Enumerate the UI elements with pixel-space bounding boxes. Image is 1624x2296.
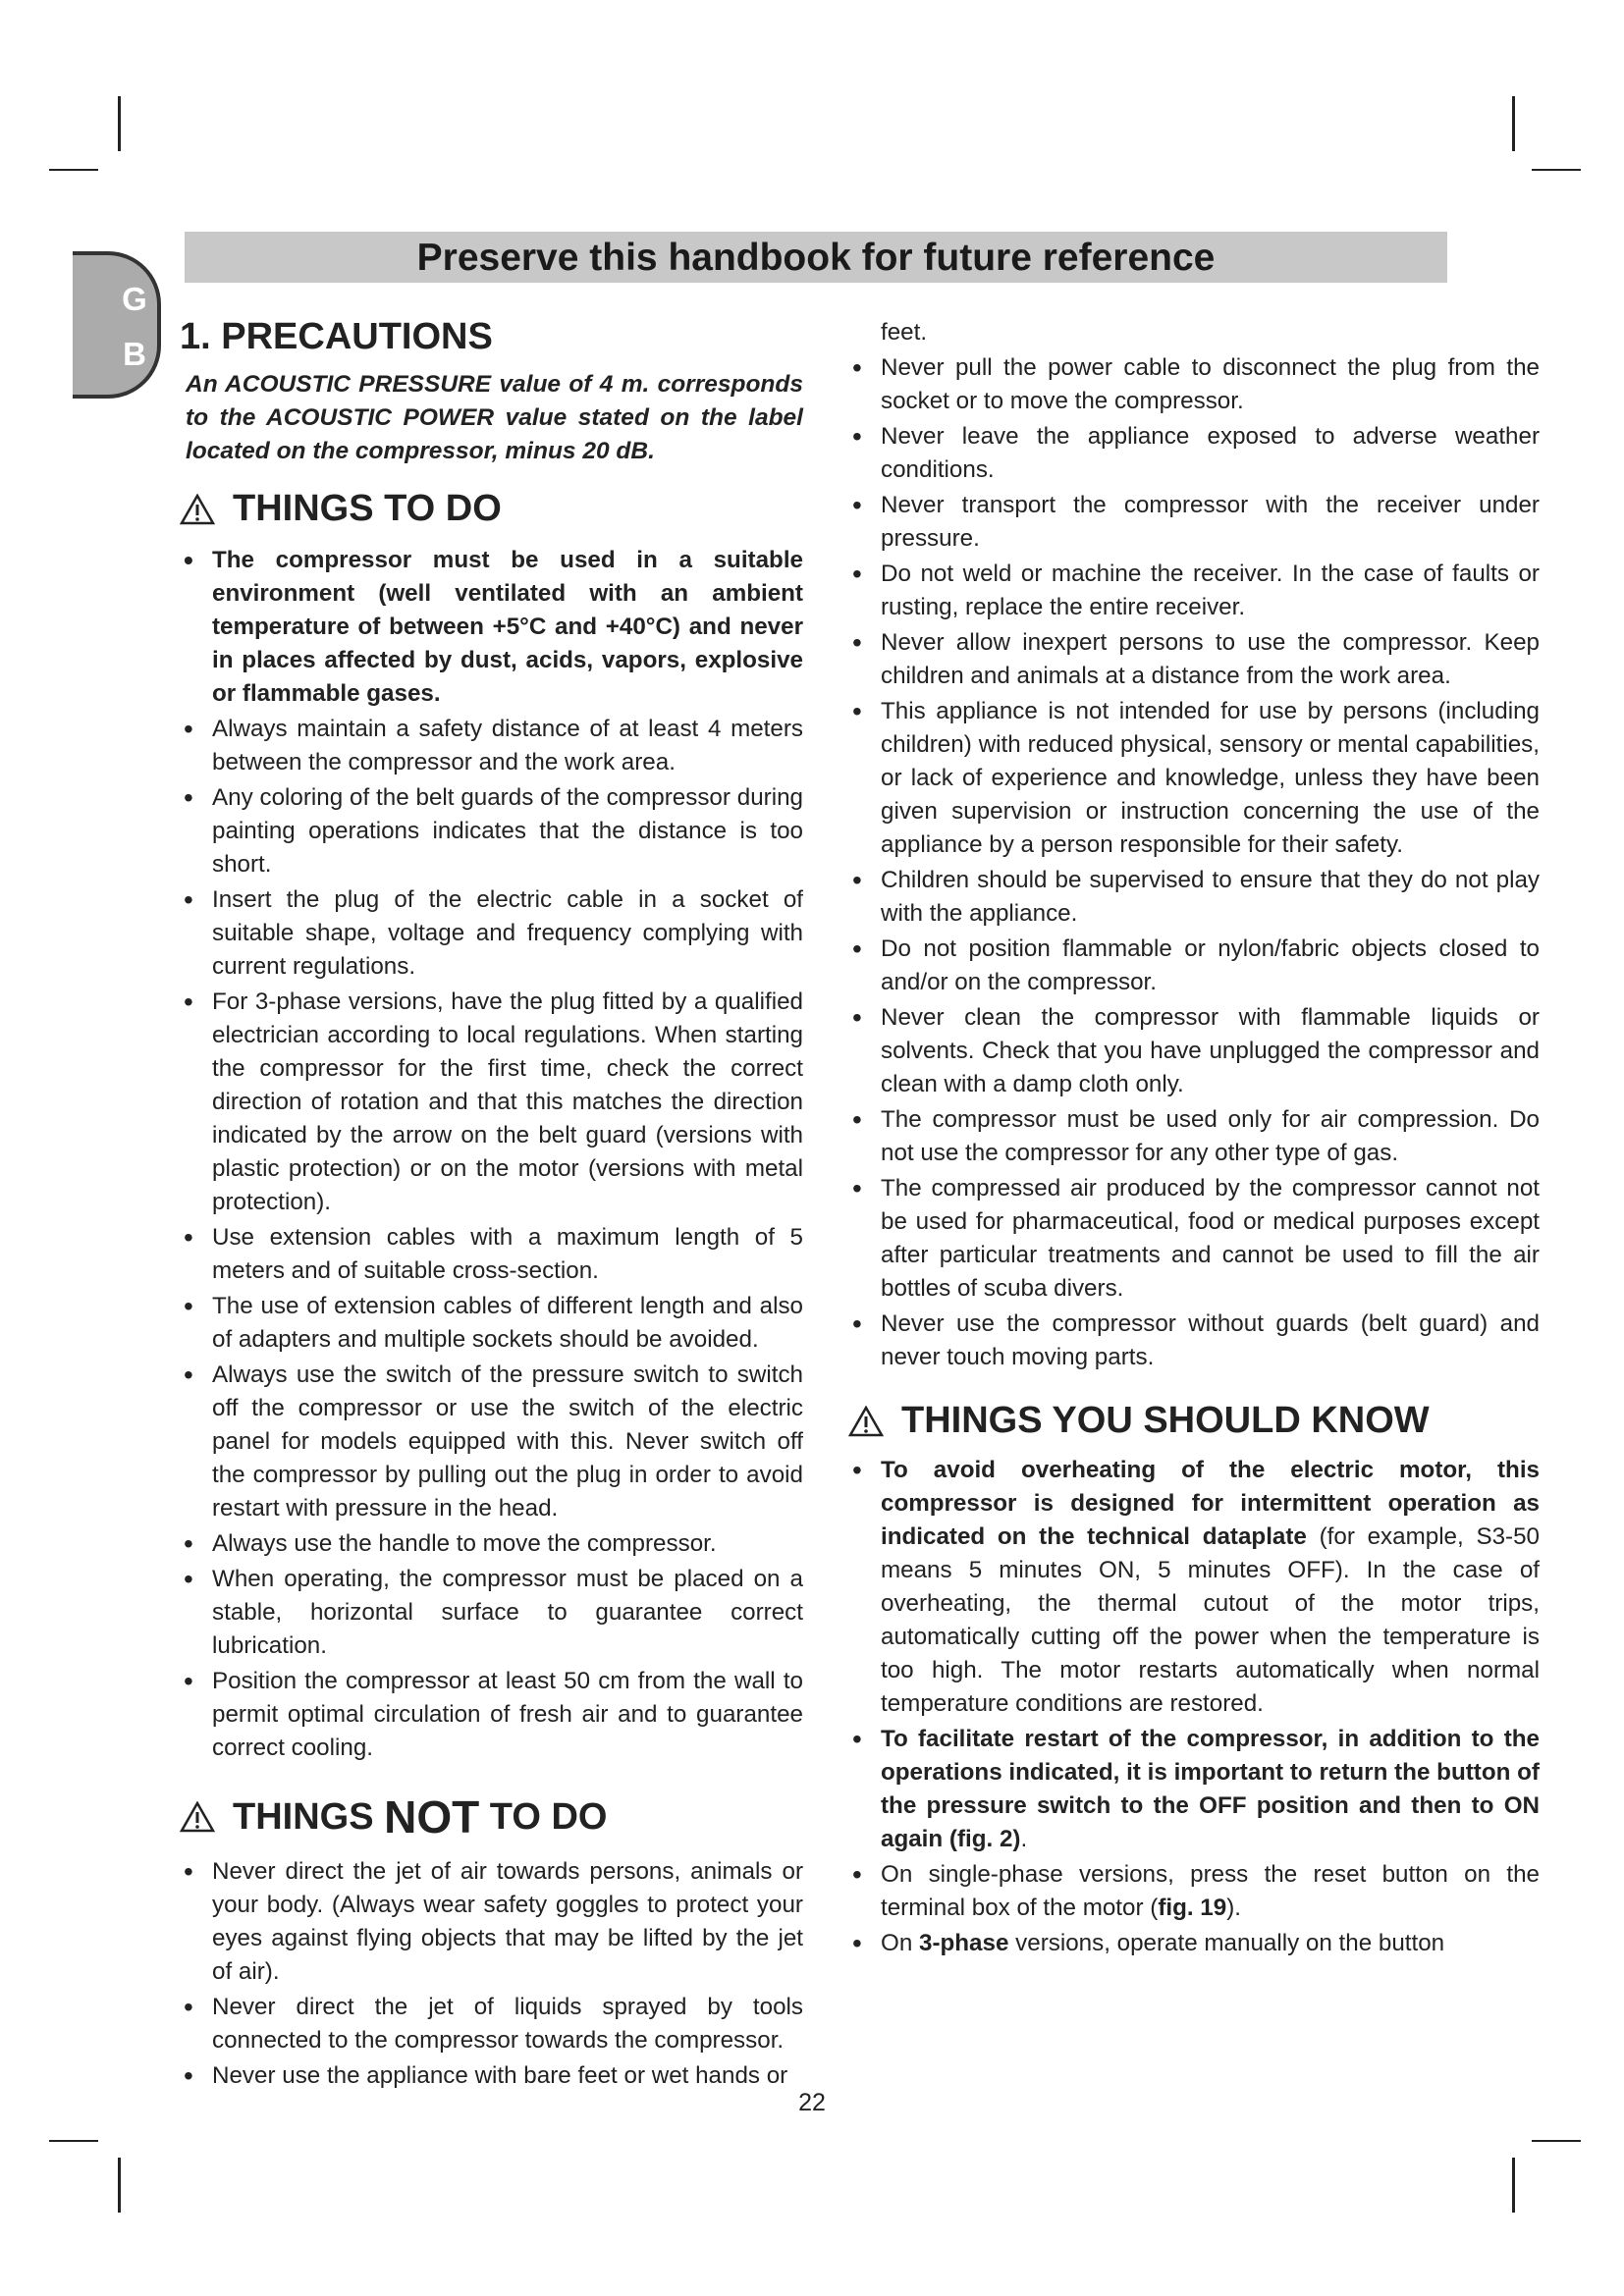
heading-label-c: TO DO bbox=[489, 1795, 608, 1838]
list-item: • Never use the appliance with bare feet or wet hands or bbox=[180, 2059, 803, 2093]
things-you-should-know-list bbox=[848, 1454, 1540, 1960]
list-item: • For 3-phase versions, have the plug fitted by a qualified electrician according to local regulations. When starting the compressor for the first time, check the correct direction of rotation and that this matches the direction indicated by the arrow on the belt guard (versions with plastic protection) or on the motor (versions with metal protection). bbox=[180, 986, 803, 1219]
list-item: • Do not weld or machine the receiver. In the case of faults or rusting, replace the entire receiver. bbox=[848, 558, 1540, 624]
things-to-do-list bbox=[180, 544, 803, 1765]
right-column bbox=[848, 316, 1540, 1962]
crop-mark bbox=[118, 2158, 121, 2213]
bold-text: 3-phase bbox=[919, 1930, 1009, 1956]
regular-text: On single-phase versions, press the reset button on the terminal box of the motor ( bbox=[881, 1861, 1540, 1921]
regular-text: On bbox=[881, 1930, 919, 1956]
list-item: • Never clean the compressor with flammable liquids or solvents. Check that you have unplugged the compressor and clean with a damp cloth only. bbox=[848, 1001, 1540, 1101]
list-item: • This appliance is not intended for use by persons (including children) with reduced physical, sensory or mental capabilities, or lack of experience and knowledge, unless they have been given supervision or instruction concerning the use of the appliance by a person responsible for their safety. bbox=[848, 695, 1540, 862]
regular-text: (for example, S3-50 means 5 minutes ON, 5 minutes OFF). In the case of overheating, the thermal cutout of the motor trips, automatically cutting off the power when the temperature is too high. The motor restarts automatically when normal temperature conditions are restored. bbox=[881, 1523, 1540, 1717]
bold-text: To facilitate restart of the compressor, in addition to the operations indicated, it is important to return the button of the pressure switch to the OFF position and then to ON again (fig. 2) bbox=[881, 1726, 1540, 1852]
heading-label-a: THINGS bbox=[233, 1795, 374, 1838]
section-title-precautions: 1. PRECAUTIONS bbox=[180, 316, 493, 357]
bold-text: To avoid overheating of the electric motor, this compressor is designed for intermittent operation as indicated on the technical dataplate bbox=[881, 1457, 1540, 1550]
list-item bbox=[848, 1723, 1540, 1856]
warning-triangle-icon bbox=[848, 1406, 884, 1437]
things-not-to-do-list bbox=[180, 1855, 803, 2093]
list-item: • Never transport the compressor with the receiver under pressure. bbox=[848, 489, 1540, 556]
language-tab-letter: G bbox=[122, 281, 147, 317]
heading-things-to-do bbox=[180, 488, 803, 530]
language-tab-letter: B bbox=[123, 336, 146, 372]
heading-label: THINGS TO DO bbox=[233, 488, 502, 529]
warning-triangle-icon bbox=[180, 494, 215, 525]
heading-label: THINGS YOU SHOULD KNOW bbox=[901, 1400, 1430, 1441]
heading-label-not: NOT bbox=[384, 1791, 480, 1842]
list-item: • The compressor must be used in a suitable environment (well ventilated with an ambient temperature of between +5°C and +40°C) and never in places affected by dust, acids, vapors, explosive or flammable gases. bbox=[180, 544, 803, 711]
list-item: • Any coloring of the belt guards of the compressor during painting operations indicates that the distance is too short. bbox=[180, 781, 803, 881]
list-item: • Always use the handle to move the compressor. bbox=[180, 1527, 803, 1561]
list-item-continuation: feet. bbox=[881, 319, 928, 346]
heading-things-you-should-know bbox=[848, 1400, 1540, 1442]
list-item: • Never direct the jet of air towards persons, animals or your body. (Always wear safety goggles to protect your eyes against flying objects that may be lifted by the jet of air). bbox=[180, 1855, 803, 1989]
heading-things-not-to-do bbox=[180, 1790, 803, 1843]
list-item: • The use of extension cables of different length and also of adapters and multiple sockets should be avoided. bbox=[180, 1290, 803, 1357]
list-item: • Use extension cables with a maximum length of 5 meters and of suitable cross-section. bbox=[180, 1221, 803, 1288]
list-item: • Never use the compressor without guards (belt guard) and never touch moving parts. bbox=[848, 1308, 1540, 1374]
list-item: • Never allow inexpert persons to use the compressor. Keep children and animals at a distance from the work area. bbox=[848, 626, 1540, 693]
list-item bbox=[848, 1454, 1540, 1721]
figure-ref: fig. 19 bbox=[1158, 1895, 1227, 1921]
crop-mark bbox=[1532, 169, 1581, 171]
regular-text: ). bbox=[1226, 1895, 1241, 1921]
crop-mark bbox=[1512, 96, 1515, 151]
acoustic-note: An ACOUSTIC PRESSURE value of 4 m. corresponds to the ACOUSTIC POWER value stated on the label located on the compressor, minus 20 dB. bbox=[186, 371, 803, 464]
crop-mark bbox=[1532, 2140, 1581, 2142]
list-item: • The compressor must be used only for air compression. Do not use the compressor for any other type of gas. bbox=[848, 1103, 1540, 1170]
list-item: • Children should be supervised to ensure that they do not play with the appliance. bbox=[848, 864, 1540, 931]
crop-mark bbox=[49, 169, 98, 171]
list-item: • Never direct the jet of liquids sprayed by tools connected to the compressor towards the compressor. bbox=[180, 1991, 803, 2057]
regular-text: versions, operate manually on the button bbox=[1008, 1930, 1445, 1956]
warning-triangle-icon bbox=[180, 1801, 215, 1833]
list-item: • Position the compressor at least 50 cm from the wall to permit optimal circulation of fresh air and to guarantee correct cooling. bbox=[180, 1665, 803, 1765]
page-header-banner: Preserve this handbook for future reference bbox=[185, 232, 1447, 283]
list-item: • Do not position flammable or nylon/fabric objects closed to and/or on the compressor. bbox=[848, 933, 1540, 999]
things-not-to-do-list-continued bbox=[848, 316, 1540, 1374]
list-item: • When operating, the compressor must be placed on a stable, horizontal surface to guarantee correct lubrication. bbox=[180, 1563, 803, 1663]
crop-mark bbox=[49, 2140, 98, 2142]
list-item bbox=[848, 1858, 1540, 1925]
list-item: • Never leave the appliance exposed to adverse weather conditions. bbox=[848, 420, 1540, 487]
crop-mark bbox=[1512, 2158, 1515, 2213]
list-item: • Always maintain a safety distance of at least 4 meters between the compressor and the work area. bbox=[180, 713, 803, 779]
crop-mark bbox=[118, 96, 121, 151]
list-item: • Always use the switch of the pressure switch to switch off the compressor or use the switch of the electric panel for models equipped with this. Never switch off the compressor by pulling out the plug in order to avoid restart with pressure in the head. bbox=[180, 1359, 803, 1525]
regular-text: . bbox=[1020, 1826, 1028, 1852]
page-number: 22 bbox=[798, 2089, 826, 2116]
left-column bbox=[180, 316, 803, 2095]
list-item: • The compressed air produced by the compressor cannot not be used for pharmaceutical, food or medical purposes except after particular treatments and cannot be used to fill the air bottles of scuba divers. bbox=[848, 1172, 1540, 1306]
list-item: • Insert the plug of the electric cable in a socket of suitable shape, voltage and frequency complying with current regulations. bbox=[180, 883, 803, 984]
language-tab bbox=[73, 251, 161, 399]
list-item: • Never pull the power cable to disconnect the plug from the socket or to move the compressor. bbox=[848, 351, 1540, 418]
list-item bbox=[848, 1927, 1540, 1960]
